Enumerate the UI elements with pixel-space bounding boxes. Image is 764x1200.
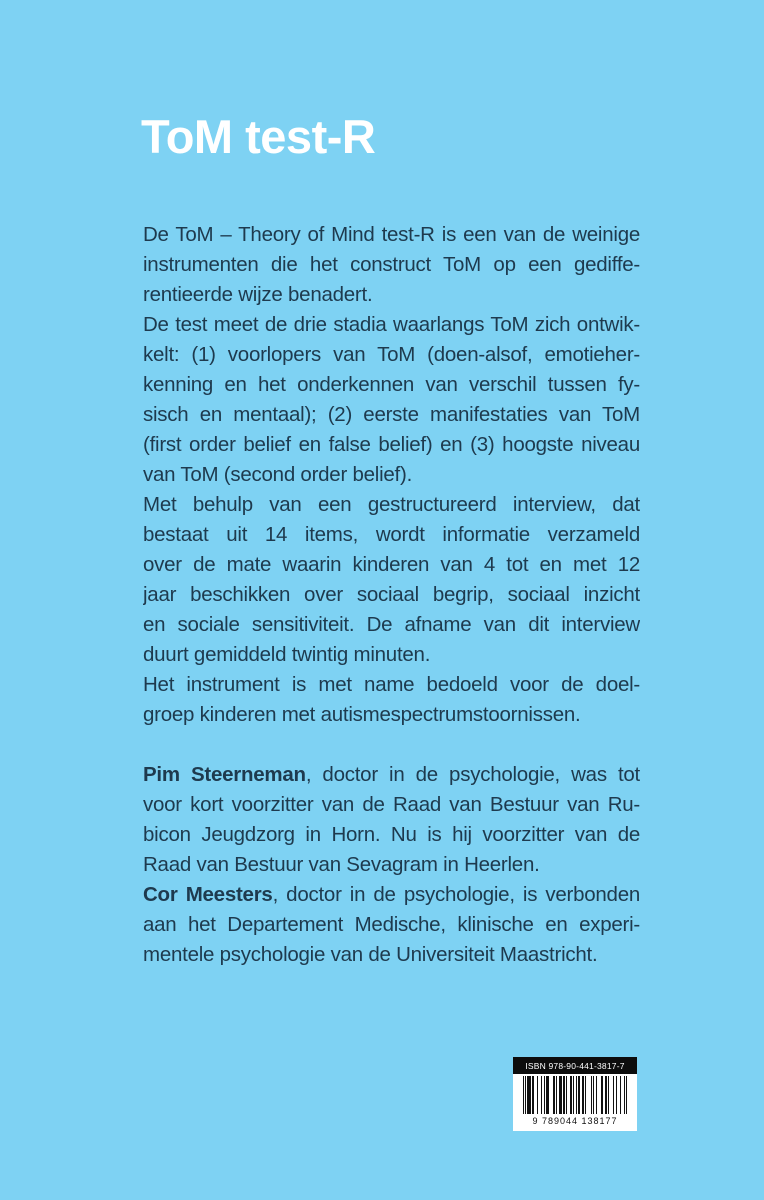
barcode-digits: 9 789044 138177 (532, 1116, 618, 1126)
text-line: bicon Jeugdzorg in Horn. Nu is hij voorzitter van de (143, 823, 640, 846)
text-line: kelt: (1) voorlopers van ToM (doen-alsof, emotieher- (143, 343, 640, 366)
text-line: van ToM (second order belief). (143, 463, 413, 486)
text-line: Met behulp van een gestructureerd interview, dat (143, 493, 640, 516)
text-line: voor kort voorzitter van de Raad van Bestuur van Ru- (143, 793, 640, 816)
text-line: duurt gemiddeld twintig minuten. (143, 643, 431, 666)
book-title: ToM test-R (141, 110, 376, 163)
text-line: Pim Steerneman, doctor in de psychologie, was tot (143, 763, 640, 786)
text-line: kenning en het onderkennen van verschil tussen fy- (143, 373, 640, 396)
text-line: De ToM – Theory of Mind test-R is een van de weinige (143, 223, 640, 246)
text-line: De test meet de drie stadia waarlangs ToM zich ontwik- (143, 313, 640, 336)
text-line: sisch en mentaal); (2) eerste manifestaties van ToM (143, 403, 640, 426)
author-name: Cor Meesters (143, 883, 273, 906)
text-line: aan het Departement Medische, klinische en experi- (143, 913, 640, 936)
text-line: (first order belief en false belief) en (3) hoogste niveau (143, 433, 640, 456)
barcode-bar (626, 1076, 627, 1114)
text-line: jaar beschikken over sociaal begrip, sociaal inzicht (143, 583, 640, 606)
isbn-header (513, 1057, 637, 1074)
paragraph (143, 310, 640, 490)
text-line: Cor Meesters, doctor in de psychologie, is verbonden (143, 883, 640, 906)
text-line: instrumenten die het construct ToM op een gediffe- (143, 253, 640, 276)
paragraph (143, 880, 640, 970)
text-line: Raad van Bestuur van Sevagram in Heerlen. (143, 853, 540, 876)
text-line: groep kinderen met autismespectrumstoornissen. (143, 703, 581, 726)
body-text (143, 220, 640, 970)
text-line: en sociale sensitiviteit. De afname van dit interview (143, 613, 640, 636)
text-line: mentele psychologie van de Universiteit Maastricht. (143, 943, 598, 966)
text-line: rentieerde wijze benadert. (143, 283, 373, 306)
text-line: bestaat uit 14 items, wordt informatie verzameld (143, 523, 640, 546)
isbn-barcode (513, 1057, 637, 1131)
paragraph (143, 220, 640, 310)
paragraph (143, 760, 640, 880)
text-line: over de mate waarin kinderen van 4 tot en met 12 (143, 553, 640, 576)
author-name: Pim Steerneman (143, 763, 306, 786)
text-line: Het instrument is met name bedoeld voor de doel- (143, 673, 640, 696)
barcode-bars (523, 1076, 627, 1114)
isbn-label: ISBN 978-90-441-3817-7 (525, 1060, 625, 1071)
barcode-body (513, 1074, 637, 1131)
paragraph (143, 490, 640, 670)
paragraph (143, 670, 640, 730)
